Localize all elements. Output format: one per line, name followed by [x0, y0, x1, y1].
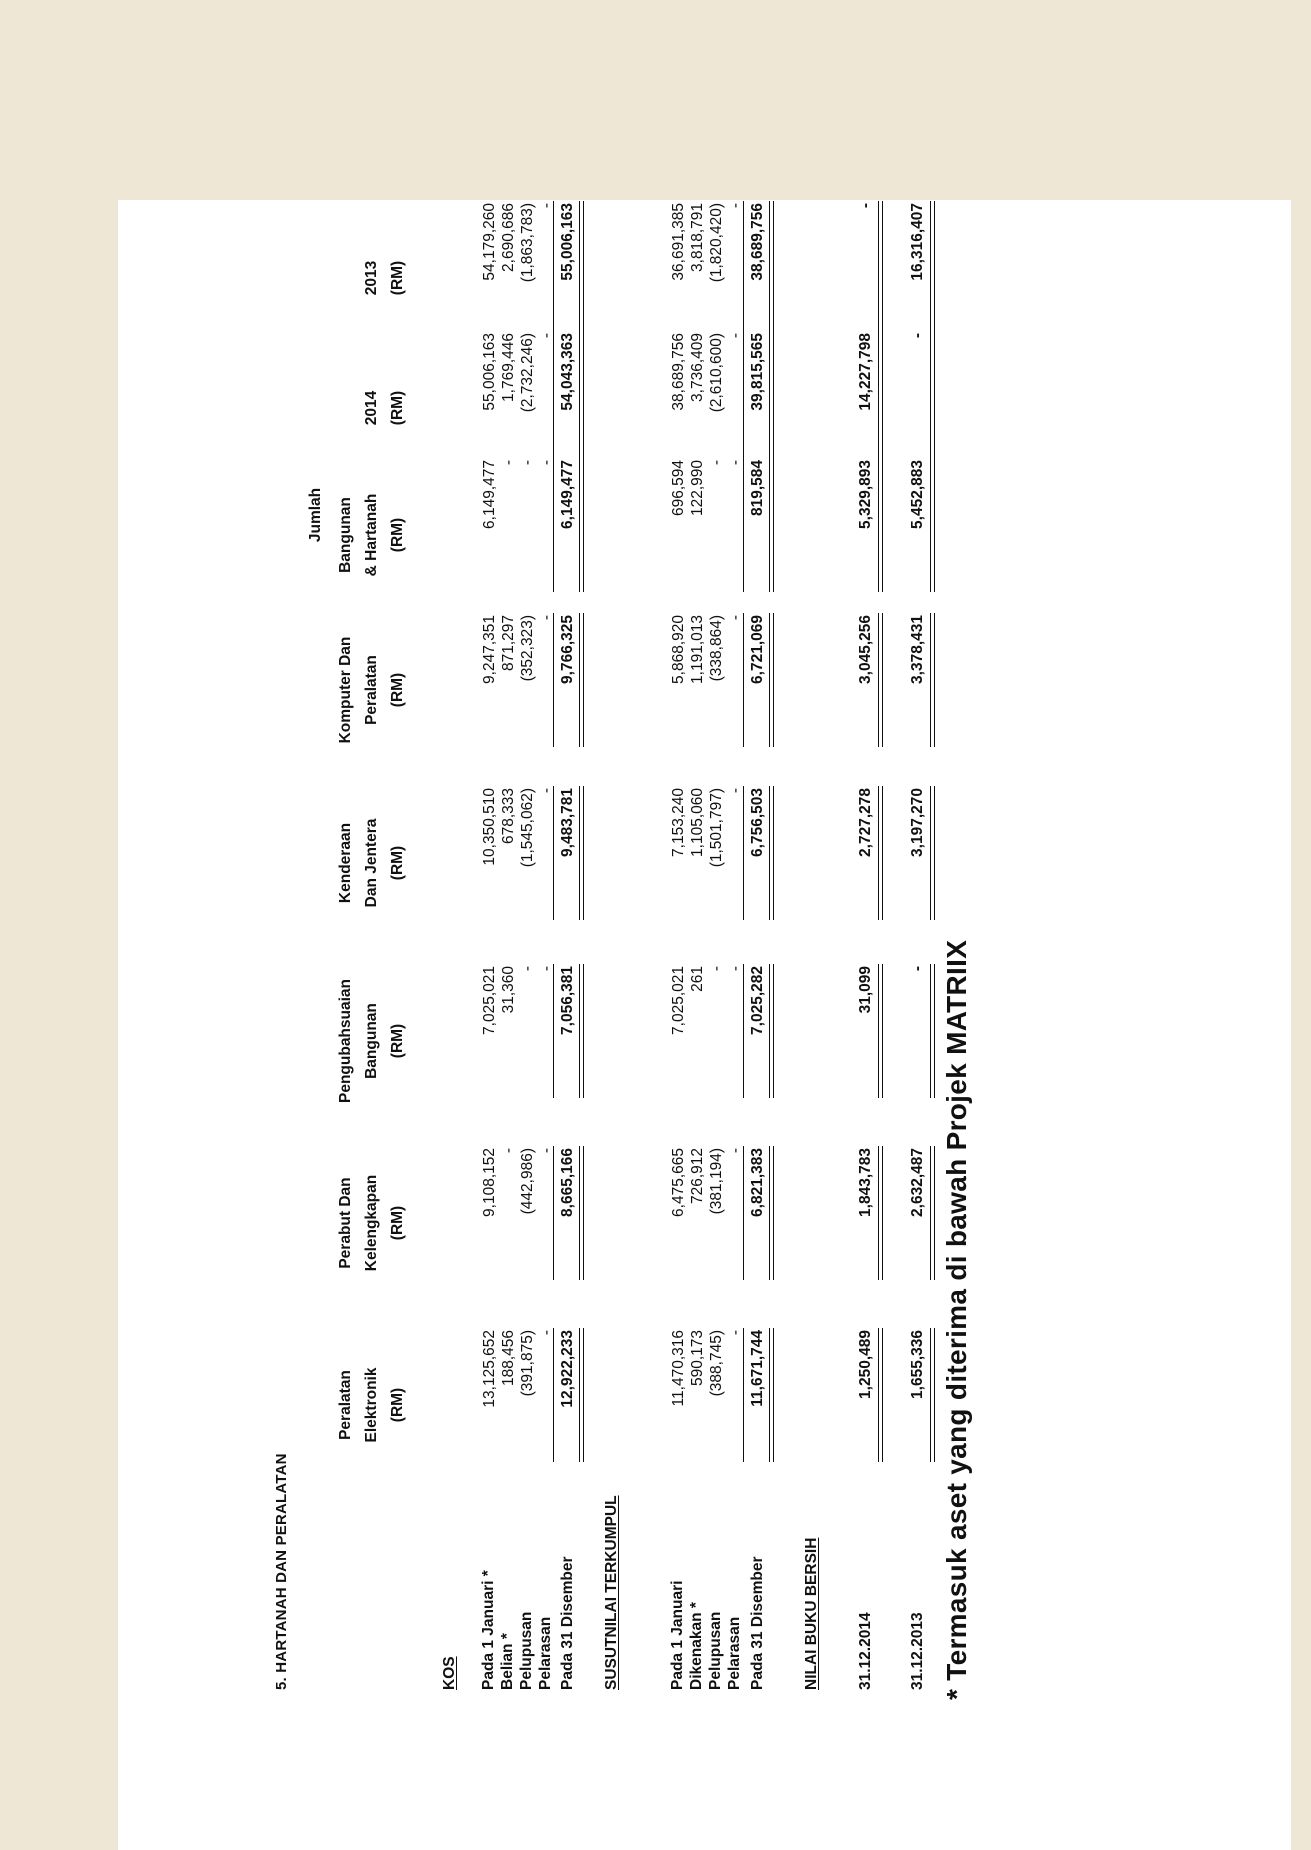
table-cell: -: [727, 1330, 744, 1336]
kos-heading: KOS: [441, 1656, 458, 1690]
table-cell: (388,745): [708, 1330, 725, 1397]
table-cell: 1,655,336: [909, 1330, 926, 1399]
column-header-1: [333, 1330, 411, 1480]
section-title: 5. HARTANAH DAN PERALATAN: [273, 1453, 290, 1690]
subtotal-rule: [743, 1146, 744, 1280]
table-cell: 14,227,798: [857, 333, 874, 411]
row-label: Dikenakan *: [688, 1602, 705, 1690]
table-cell: 5,452,883: [909, 460, 926, 529]
total-cell: 38,689,756: [749, 203, 766, 281]
column-header-line2: Peralatan: [363, 655, 380, 725]
subtotal-rule: [553, 331, 554, 465]
table-cell: 31,360: [500, 966, 517, 1014]
table-cell: 36,691,385: [670, 203, 687, 281]
table-cell: 1,769,446: [500, 333, 517, 402]
table-cell: -: [519, 966, 536, 972]
total-cell: 54,043,363: [559, 333, 576, 411]
column-header-line1: [333, 203, 359, 353]
total-cell: 12,922,233: [559, 1330, 576, 1408]
total-cell: 9,766,325: [559, 615, 576, 684]
column-header-line2: Bangunan: [363, 1003, 380, 1079]
rotated-financial-table: [273, 203, 1311, 1700]
total-double-rule: [769, 1146, 774, 1280]
table-cell: 590,173: [689, 1330, 706, 1387]
table-cell: (381,194): [708, 1148, 725, 1215]
total-double-rule: [579, 458, 584, 592]
total-double-rule: [579, 964, 584, 1098]
table-cell: -: [519, 460, 536, 466]
row-label: Belian *: [499, 1633, 516, 1690]
double-rule: [930, 458, 935, 592]
total-cell: 6,149,477: [559, 460, 576, 529]
subtotal-rule: [553, 201, 554, 335]
column-header-2: [333, 1148, 411, 1298]
total-double-rule: [769, 201, 774, 335]
table-cell: 3,378,431: [909, 615, 926, 684]
column-header-line2: 2014: [363, 390, 380, 426]
double-rule: [930, 613, 935, 747]
double-rule: [930, 201, 935, 335]
table-cell: -: [708, 966, 725, 972]
jumlah-header: Jumlah: [307, 487, 324, 543]
table-cell: 3,818,791: [689, 203, 706, 272]
table-cell: -: [909, 333, 926, 339]
total-double-rule: [769, 458, 774, 592]
table-cell: -: [857, 203, 874, 209]
subtotal-rule: [743, 613, 744, 747]
total-row-label: Pada 31 Disember: [559, 1556, 576, 1690]
table-cell: 696,594: [670, 460, 687, 517]
table-cell: -: [727, 333, 744, 339]
nilai-buku-heading: NILAI BUKU BERSIH: [803, 1537, 820, 1690]
subtotal-rule: [553, 458, 554, 592]
subtotal-rule: [553, 786, 554, 920]
document-page: [118, 200, 1291, 1850]
total-cell: 39,815,565: [749, 333, 766, 411]
table-cell: 2,632,487: [909, 1148, 926, 1217]
column-header-line1: Perabut Dan: [337, 1177, 354, 1269]
total-double-rule: [579, 1146, 584, 1280]
table-cell: -: [500, 1148, 517, 1154]
table-cell: (352,323): [519, 615, 536, 682]
double-rule: [930, 1328, 935, 1462]
table-cell: 16,316,407: [909, 203, 926, 281]
column-header-line3: (RM): [389, 1023, 406, 1059]
column-header-7: [333, 333, 411, 483]
row-label: Pelupusan: [707, 1611, 724, 1690]
table-cell: -: [727, 966, 744, 972]
column-header-3: [333, 966, 411, 1116]
column-header-line1: Komputer Dan: [337, 636, 354, 744]
table-cell: 2,690,686: [500, 203, 517, 272]
double-rule: [930, 964, 935, 1098]
double-rule: [930, 786, 935, 920]
column-header-line1: Kenderaan: [337, 822, 354, 904]
column-header-line3: (RM): [389, 1205, 406, 1241]
row-label: 31.12.2014: [857, 1612, 874, 1690]
subtotal-rule: [553, 1328, 554, 1462]
table-cell: 38,689,756: [670, 333, 687, 411]
table-cell: 31,099: [857, 966, 874, 1014]
total-double-rule: [769, 613, 774, 747]
column-header-line2: Elektronik: [363, 1367, 380, 1443]
table-cell: -: [727, 203, 744, 209]
table-cell: 6,149,477: [481, 460, 498, 529]
table-cell: 9,247,351: [481, 615, 498, 684]
total-cell: 7,025,282: [749, 966, 766, 1035]
column-header-line1: Bangunan: [337, 497, 354, 573]
table-cell: -: [538, 203, 555, 209]
column-header-line3: (RM): [389, 260, 406, 296]
table-cell: -: [538, 1330, 555, 1336]
table-cell: -: [909, 966, 926, 972]
total-cell: 9,483,781: [559, 788, 576, 857]
table-cell: -: [538, 788, 555, 794]
table-cell: 7,025,021: [670, 966, 687, 1035]
row-label: Pada 1 Januari: [669, 1580, 686, 1690]
column-header-line3: (RM): [389, 845, 406, 881]
total-row-label: Pada 31 Disember: [749, 1556, 766, 1690]
table-cell: 122,990: [689, 460, 706, 517]
table-cell: 55,006,163: [481, 333, 498, 411]
table-cell: -: [500, 460, 517, 466]
table-cell: 1,843,783: [857, 1148, 874, 1217]
total-cell: 11,671,744: [749, 1330, 766, 1407]
subtotal-rule: [743, 201, 744, 335]
column-header-8: [333, 203, 411, 353]
table-cell: (338,864): [708, 615, 725, 682]
double-rule: [878, 331, 883, 465]
column-header-line1: Pengubahsuaian: [337, 978, 354, 1104]
row-label: Pelarasan: [726, 1616, 743, 1690]
table-cell: 11,470,316: [670, 1330, 687, 1407]
row-label: Pada 1 Januari *: [480, 1570, 497, 1690]
table-cell: 3,197,270: [909, 788, 926, 857]
table-cell: (2,610,600): [708, 333, 725, 413]
total-cell: 819,584: [749, 460, 766, 517]
column-header-line2: Kelengkapan: [363, 1174, 380, 1272]
subtotal-rule: [743, 786, 744, 920]
table-cell: 1,191,013: [689, 615, 706, 684]
total-double-rule: [579, 613, 584, 747]
table-cell: 1,250,489: [857, 1330, 874, 1399]
table-cell: 10,350,510: [481, 788, 498, 866]
table-cell: (1,545,062): [519, 788, 536, 868]
table-cell: (2,732,246): [519, 333, 536, 413]
subtotal-rule: [553, 1146, 554, 1280]
table-cell: 6,475,665: [670, 1148, 687, 1217]
table-cell: 54,179,260: [481, 203, 498, 281]
table-cell: 5,329,893: [857, 460, 874, 529]
table-cell: 2,727,278: [857, 788, 874, 857]
table-cell: 3,736,409: [689, 333, 706, 402]
double-rule: [878, 201, 883, 335]
double-rule: [878, 613, 883, 747]
column-header-line2: & Hartanah: [363, 493, 380, 577]
column-header-line1: [333, 333, 359, 483]
total-double-rule: [769, 331, 774, 465]
column-header-line2: Dan Jentera: [363, 818, 380, 908]
table-cell: -: [538, 460, 555, 466]
column-header-line2: 2013: [363, 260, 380, 296]
table-cell: -: [727, 788, 744, 794]
total-double-rule: [579, 331, 584, 465]
total-double-rule: [769, 786, 774, 920]
table-cell: -: [708, 460, 725, 466]
susutnilai-heading: SUSUTNILAI TERKUMPUL: [603, 1495, 620, 1690]
column-header-line3: (RM): [389, 672, 406, 708]
table-cell: -: [727, 460, 744, 466]
total-double-rule: [579, 1328, 584, 1462]
table-cell: (1,863,783): [519, 203, 536, 283]
double-rule: [878, 1328, 883, 1462]
table-cell: (1,501,797): [708, 788, 725, 868]
double-rule: [930, 1146, 935, 1280]
total-cell: 6,756,503: [749, 788, 766, 857]
table-cell: (442,986): [519, 1148, 536, 1215]
subtotal-rule: [553, 964, 554, 1098]
total-cell: 8,665,166: [559, 1148, 576, 1217]
total-cell: 55,006,163: [559, 203, 576, 281]
table-cell: -: [538, 333, 555, 339]
column-header-line3: (RM): [389, 390, 406, 426]
total-cell: 6,821,383: [749, 1148, 766, 1217]
table-cell: -: [538, 966, 555, 972]
table-cell: -: [538, 615, 555, 621]
total-cell: 7,056,381: [559, 966, 576, 1035]
column-header-line1: Peralatan: [337, 1370, 354, 1440]
table-cell: 1,105,060: [689, 788, 706, 857]
row-label: 31.12.2013: [909, 1612, 926, 1690]
double-rule: [878, 964, 883, 1098]
table-cell: 188,456: [500, 1330, 517, 1387]
table-cell: 261: [689, 966, 706, 992]
table-cell: 3,045,256: [857, 615, 874, 684]
table-cell: -: [727, 615, 744, 621]
subtotal-rule: [743, 1328, 744, 1462]
table-cell: 5,868,920: [670, 615, 687, 684]
subtotal-rule: [743, 458, 744, 592]
total-double-rule: [769, 1328, 774, 1462]
table-cell: -: [727, 1148, 744, 1154]
column-header-line3: (RM): [389, 1387, 406, 1423]
table-cell: (1,820,420): [708, 203, 725, 283]
table-cell: 678,333: [500, 788, 517, 845]
double-rule: [878, 458, 883, 592]
footnote: * Termasuk aset yang diterima di bawah Projek MATRIIX: [941, 939, 972, 1700]
subtotal-rule: [553, 613, 554, 747]
double-rule: [930, 331, 935, 465]
table-cell: (391,875): [519, 1330, 536, 1397]
table-cell: 7,025,021: [481, 966, 498, 1035]
row-label: Pelupusan: [518, 1611, 535, 1690]
column-header-line3: (RM): [389, 517, 406, 553]
column-header-5: [333, 615, 411, 765]
double-rule: [878, 1146, 883, 1280]
subtotal-rule: [743, 331, 744, 465]
table-cell: 13,125,652: [481, 1330, 498, 1408]
total-double-rule: [769, 964, 774, 1098]
subtotal-rule: [743, 964, 744, 1098]
total-double-rule: [579, 786, 584, 920]
table-cell: 726,912: [689, 1148, 706, 1205]
column-header-4: [333, 788, 411, 938]
table-cell: -: [538, 1148, 555, 1154]
table-cell: 871,297: [500, 615, 517, 672]
table-cell: 9,108,152: [481, 1148, 498, 1217]
total-cell: 6,721,069: [749, 615, 766, 684]
total-double-rule: [579, 201, 584, 335]
double-rule: [878, 786, 883, 920]
row-label: Pelarasan: [537, 1616, 554, 1690]
table-cell: 7,153,240: [670, 788, 687, 857]
